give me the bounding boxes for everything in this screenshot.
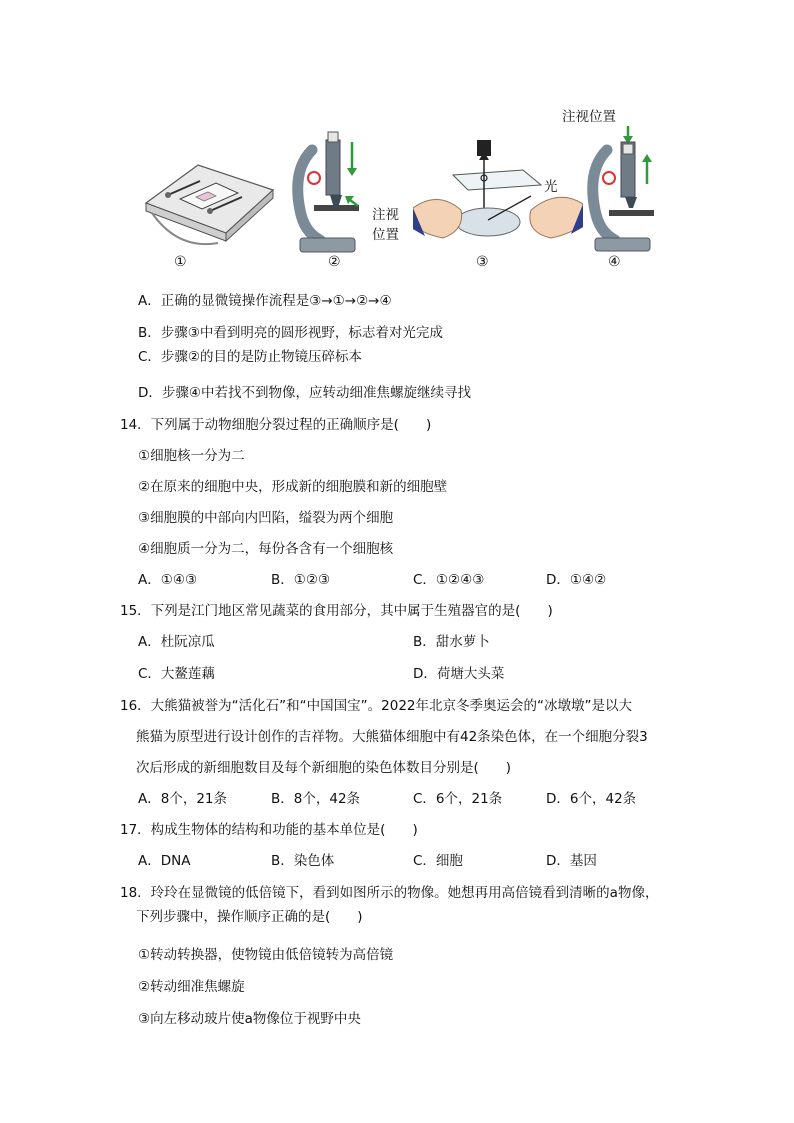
microscope-figure [130,100,670,275]
q17-option-d: D．基因 [546,853,597,869]
q14-item-3: ③细胞膜的中部向内凹陷，缢裂为两个细胞 [138,510,394,526]
figure-label-4: ④ [608,254,621,270]
step4-microscope-illustration [585,124,665,254]
annotation-weizhi: 位置 [372,227,399,243]
q16-option-d: D．6个，42条 [546,791,637,807]
q15-stem: 15．下列是江门地区常见蔬菜的食用部分，其中属于生殖器官的是( ) [120,603,553,619]
q13-option-b: B．步骤③中看到明亮的圆形视野，标志着对光完成 [138,325,443,341]
q14-option-c: C．①②④③ [413,572,485,588]
figure-label-2: ② [328,254,341,270]
q18-line-2: 下列步骤中，操作顺序正确的是( ) [136,909,363,925]
q16-line-1: 16．大熊猫被誉为“活化石”和“中国国宝”。2022年北京冬季奥运会的“冰墩墩”是以大 [120,698,632,714]
q16-line-2: 熊猫为原型进行设计创作的吉祥物。大熊猫体细胞中有42条染色体，在一个细胞分裂3 [136,729,648,745]
figure-label-1: ① [174,254,187,270]
q18-line-1: 18．玲玲在显微镜的低倍镜下，看到如图所示的物像。她想再用高倍镜看到清晰的a物像， [120,885,659,901]
q16-option-b: B．8个，42条 [271,791,361,807]
q18-item-3: ③向左移动玻片使a物像位于视野中央 [138,1011,361,1027]
q17-option-c: C．细胞 [413,853,463,869]
q17-stem: 17．构成生物体的结构和功能的基本单位是( ) [120,822,418,838]
q15-option-c: C．大鳌莲藕 [138,666,215,682]
annotation-zhushi: 注视 [372,207,399,223]
annotation-light: 光 [544,179,558,195]
step1-slide-illustration [138,155,278,250]
q17-option-b: B．染色体 [271,853,335,869]
q16-option-a: A．8个，21条 [138,791,228,807]
q14-item-4: ④细胞质一分为二，每份各含有一个细胞核 [138,541,394,557]
annotation-top-zhushi-weizhi: 注视位置 [562,109,616,125]
q14-option-d: D．①④② [546,572,607,588]
q14-stem: 14．下列属于动物细胞分裂过程的正确顺序是( ) [120,417,432,433]
step2-microscope-illustration [290,130,370,260]
q18-item-2: ②转动细准焦螺旋 [138,979,245,995]
figure-label-3: ③ [476,254,489,270]
q17-option-a: A．DNA [138,853,191,869]
q15-option-d: D．荷塘大头菜 [413,666,505,682]
q15-option-a: A．杜阮凉瓜 [138,634,215,650]
q15-option-b: B．甜水萝卜 [413,634,490,650]
q13-option-d: D．步骤④中若找不到物像，应转动细准焦螺旋继续寻找 [138,385,471,401]
q18-item-1: ①转动转换器，使物镜由低倍镜转为高倍镜 [138,947,394,963]
q13-option-c: C．步骤②的目的是防止物镜压碎标本 [138,349,363,365]
q14-item-2: ②在原来的细胞中央，形成新的细胞膜和新的细胞壁 [138,479,448,495]
q13-option-a: A．正确的显微镜操作流程是③→①→②→④ [138,293,392,309]
q14-item-1: ①细胞核一分为二 [138,448,245,464]
q16-line-3: 次后形成的新细胞数目及每个新细胞的染色体数目分别是( ) [136,760,512,776]
q14-option-a: A．①④③ [138,572,198,588]
q16-option-c: C．6个，21条 [413,791,503,807]
q14-option-b: B．①②③ [271,572,331,588]
